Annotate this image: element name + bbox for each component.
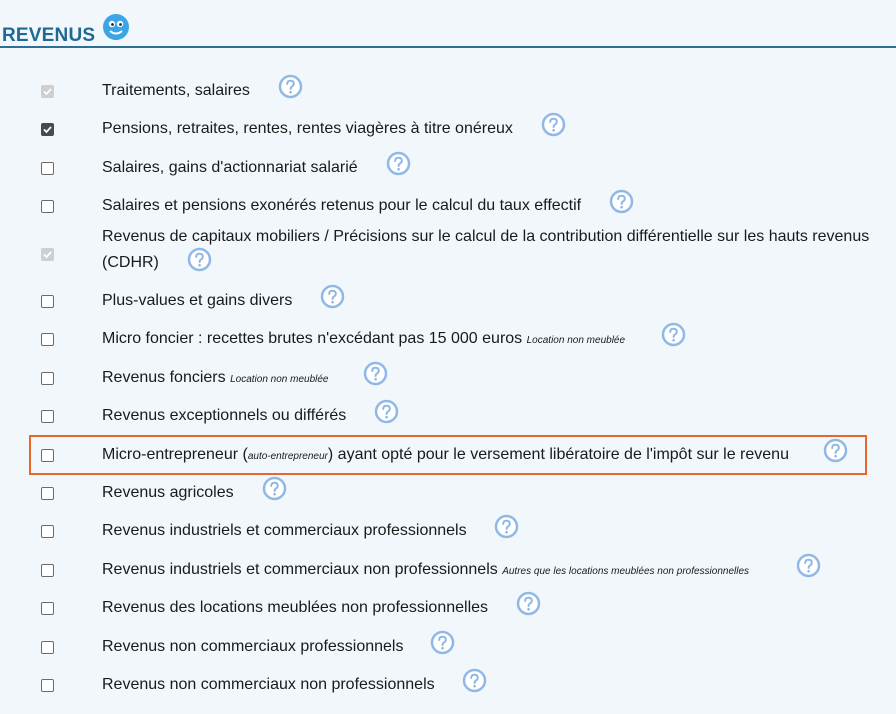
checkbox[interactable] [41, 641, 54, 654]
income-option-row [0, 326, 896, 352]
help-icon[interactable] [374, 399, 399, 424]
option-label: Revenus industriels et commerciaux professionnels [102, 522, 467, 539]
checkbox[interactable] [41, 333, 54, 346]
help-icon[interactable] [462, 668, 487, 693]
option-label: Revenus exceptionnels ou différés [102, 407, 347, 424]
checkbox[interactable] [41, 449, 54, 462]
help-icon[interactable] [187, 247, 212, 272]
option-label: Revenus non commerciaux non professionnels [102, 676, 435, 693]
income-option-row [0, 634, 896, 660]
income-option-row [0, 403, 896, 429]
checkbox[interactable] [41, 487, 54, 500]
help-icon[interactable] [823, 438, 848, 463]
option-label: Revenus de capitaux mobiliers / Précisions sur le calcul de la contribution différentielle sur les hauts revenus [102, 228, 870, 245]
checkbox[interactable] [41, 162, 54, 175]
checkbox[interactable] [41, 525, 54, 538]
option-note: Location non meublée [526, 335, 626, 346]
income-option-row [0, 595, 896, 621]
help-icon[interactable] [363, 361, 388, 386]
help-icon[interactable] [430, 630, 455, 655]
option-label: Revenus agricoles [102, 484, 234, 501]
income-option-row [0, 224, 896, 276]
checkbox[interactable] [41, 295, 54, 308]
help-icon[interactable] [541, 112, 566, 137]
option-label: Plus-values et gains divers [102, 292, 293, 309]
checkmark-icon [42, 86, 53, 97]
income-option-row [0, 155, 896, 181]
income-option-row [0, 518, 896, 544]
income-option-row [0, 442, 896, 468]
option-label: Revenus non commerciaux professionnels [102, 638, 404, 655]
help-icon[interactable] [494, 514, 519, 539]
income-option-row [0, 288, 896, 314]
option-label-continuation: (CDHR) [102, 254, 159, 271]
checkbox[interactable] [41, 200, 54, 213]
option-label: Revenus des locations meublées non professionnelles [102, 599, 489, 616]
checkbox[interactable] [41, 410, 54, 423]
help-icon[interactable] [320, 284, 345, 309]
option-label: Micro foncier : recettes brutes n'excédant pas 15 000 euros Location non meublée [102, 330, 626, 347]
checkbox[interactable] [41, 564, 54, 577]
section-header [0, 0, 896, 48]
income-option-row [0, 672, 896, 698]
checkbox [41, 248, 54, 261]
option-note: auto-entrepreneur [247, 451, 328, 462]
help-icon[interactable] [386, 151, 411, 176]
checkbox[interactable] [41, 372, 54, 385]
income-option-row [0, 116, 896, 142]
mascot-icon[interactable] [101, 12, 131, 42]
option-label: Micro-entrepreneur (auto-entrepreneur) ayant opté pour le versement libératoire de l'impôt sur le revenu [102, 446, 789, 463]
option-note: Autres que les locations meublées non professionnelles [502, 566, 750, 577]
option-label: Salaires et pensions exonérés retenus pour le calcul du taux effectif [102, 197, 582, 214]
help-icon[interactable] [262, 476, 287, 501]
option-label: Salaires, gains d'actionnariat salarié [102, 159, 358, 176]
help-icon[interactable] [661, 322, 686, 347]
section-title: REVENUS [2, 25, 96, 46]
checkbox[interactable] [41, 602, 54, 615]
help-icon[interactable] [796, 553, 821, 578]
checkmark-icon [42, 124, 53, 135]
help-icon[interactable] [609, 189, 634, 214]
option-label: Revenus industriels et commerciaux non professionnels Autres que les locations meublées non professionnelles [102, 561, 750, 578]
option-label: Revenus fonciers Location non meublée [102, 369, 329, 386]
header-divider [0, 46, 896, 48]
checkbox [41, 85, 54, 98]
checkmark-icon [42, 249, 53, 260]
checkbox[interactable] [41, 123, 54, 136]
income-option-row [0, 557, 896, 583]
help-icon[interactable] [278, 74, 303, 99]
income-option-row [0, 480, 896, 506]
income-option-row [0, 193, 896, 219]
checkbox[interactable] [41, 679, 54, 692]
help-icon[interactable] [516, 591, 541, 616]
option-label: Traitements, salaires [102, 82, 250, 99]
income-option-row [0, 78, 896, 104]
option-label: Pensions, retraites, rentes, rentes viagères à titre onéreux [102, 120, 513, 137]
income-option-row [0, 365, 896, 391]
option-note: Location non meublée [230, 374, 329, 385]
